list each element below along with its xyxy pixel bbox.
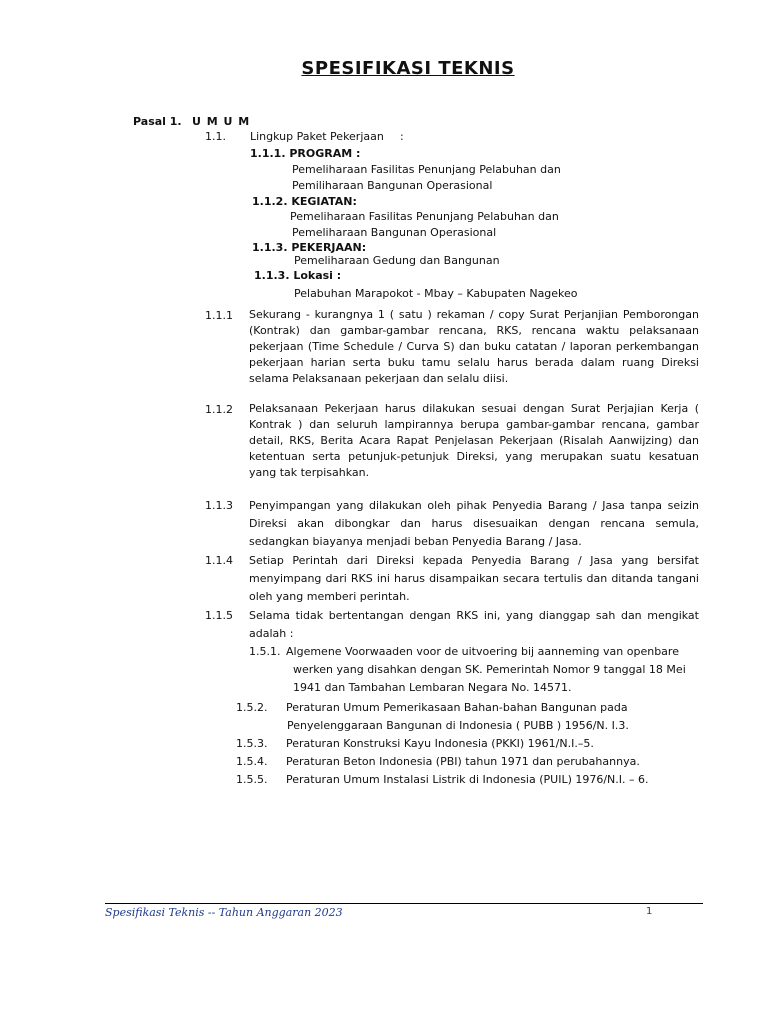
pekerjaan-heading: 1.1.3. PEKERJAAN:: [252, 241, 367, 254]
list-item-line: 1941 dan Tambahan Lembaran Negara No. 14571.: [293, 681, 572, 694]
lokasi-heading: 1.1.3. Lokasi :: [254, 269, 342, 282]
pasal-heading: U M U M: [192, 115, 251, 128]
paragraph-text: Selama tidak bertentangan dengan RKS ini, yang dianggap sah dan mengikat adalah :: [249, 609, 699, 640]
kegiatan-line-1: Pemeliharaan Fasilitas Penunjang Pelabuhan dan: [290, 210, 559, 223]
list-item-number: 1.5.5.: [236, 773, 268, 786]
paragraph-number: 1.1.1: [205, 309, 233, 322]
list-item-number: 1.5.1.: [249, 645, 281, 658]
paragraph-text: Penyimpangan yang dilakukan oleh pihak Penyedia Barang / Jasa tanpa seizin Direksi akan dibongkar dan harus disesuaikan dengan rencana semula, sedangkan biayanya menjadi beban Penyedia Barang / Jasa.: [249, 499, 699, 548]
paragraph-text: Setiap Perintah dari Direksi kepada Penyedia Barang / Jasa yang bersifat menyimpang dari RKS ini harus disampaikan secara tertulis dan ditanda tangani oleh yang memberi perintah.: [249, 554, 699, 603]
pasal-label: Pasal 1.: [133, 115, 182, 128]
page-number: 1: [646, 906, 653, 917]
list-item-line: Peraturan Beton Indonesia (PBI) tahun 1971 dan perubahannya.: [286, 755, 640, 768]
list-item-line: Peraturan Umum Pemerikasaan Bahan-bahan Bangunan pada: [286, 701, 628, 714]
section-colon: :: [400, 130, 404, 143]
paragraph-text: Sekurang - kurangnya 1 ( satu ) rekaman / copy Surat Perjanjian Pemborongan (Kontrak) dan gambar-gambar rencana, RKS, rencana waktu pelaksanaan pekerjaan (Time Schedule / Curva S) dan buku catatan / laporan perkembangan pekerjaan harian serta buku tamu selalu harus berada dalam ruang Direksi selama Pelaksanaan pekerjaan dan selalu diisi.: [249, 308, 699, 385]
pekerjaan-line-1: Pemeliharaan Gedung dan Bangunan: [294, 254, 500, 267]
paragraph-number: 1.1.4: [205, 554, 233, 567]
section-number: 1.1.: [205, 130, 226, 143]
kegiatan-line-2: Pemeliharaan Bangunan Operasional: [292, 226, 497, 239]
program-line-2: Pemiliharaan Bangunan Operasional: [292, 179, 493, 192]
section-title: Lingkup Paket Pekerjaan: [250, 130, 384, 143]
list-item-line: Peraturan Umum Instalasi Listrik di Indonesia (PUIL) 1976/N.I. – 6.: [286, 773, 649, 786]
list-item-number: 1.5.4.: [236, 755, 268, 768]
footer-divider: [105, 903, 703, 904]
list-item-number: 1.5.3.: [236, 737, 268, 750]
paragraph-text: Pelaksanaan Pekerjaan harus dilakukan sesuai dengan Surat Perjajian Kerja ( Kontrak ) dan seluruh lampirannya berupa gambar-gambar rencana, gambar detail, RKS, Berita Acara Rapat Penjelasan Pekerjaan (Risalah Aanwijzing) dan ketentuan serta petunjuk-petunjuk Direksi, yang merupakan suatu kesatuan yang tak terpisahkan.: [249, 402, 699, 479]
footer-text: Spesifikasi Teknis -- Tahun Anggaran 2023: [105, 906, 343, 919]
list-item-number: 1.5.2.: [236, 701, 268, 714]
paragraph-number: 1.1.5: [205, 609, 233, 622]
kegiatan-heading: 1.1.2. KEGIATAN:: [252, 195, 357, 208]
paragraph-number: 1.1.3: [205, 499, 233, 512]
list-item-line: Algemene Voorwaaden voor de uitvoering bij aanneming van openbare: [286, 645, 679, 658]
program-line-1: Pemeliharaan Fasilitas Penunjang Pelabuhan dan: [292, 163, 561, 176]
list-item-line: Peraturan Konstruksi Kayu Indonesia (PKKI) 1961/N.I.–5.: [286, 737, 594, 750]
program-heading: 1.1.1. PROGRAM :: [250, 147, 361, 160]
list-item-line: werken yang disahkan dengan SK. Pemerintah Nomor 9 tanggal 18 Mei: [293, 663, 686, 676]
lokasi-line-1: Pelabuhan Marapokot - Mbay – Kabupaten Nagekeo: [294, 287, 578, 300]
paragraph-number: 1.1.2: [205, 403, 233, 416]
list-item-line: Penyelenggaraan Bangunan di Indonesia ( PUBB ) 1956/N. I.3.: [287, 719, 629, 732]
document-title: SPESIFIKASI TEKNIS: [301, 58, 515, 79]
